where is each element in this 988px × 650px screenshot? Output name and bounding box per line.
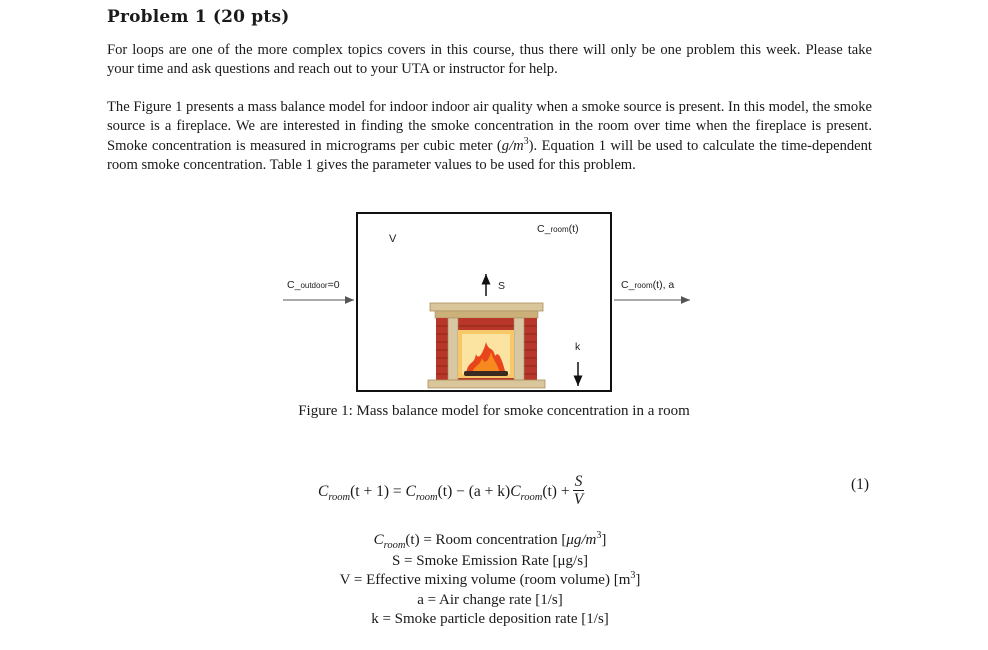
room-concentration-label: C_room(t)	[537, 223, 579, 235]
equation-1	[0, 462, 988, 506]
equation-fraction: $\frac{S}{V}$	[573, 473, 584, 508]
definition-a: a = Air change rate [1/s]	[417, 591, 563, 608]
equation-body: $C_{room}(t + 1) = C_{room}(t) - (a + k)C_{room}(t)$ + $\frac{S}{V}$	[318, 473, 584, 508]
definition-croom: $C_{room}(t)$ = Room concentration $[\mu g/m^3]$	[373, 530, 607, 551]
deposition-label: k	[575, 341, 581, 353]
description-paragraph: The Figure 1 presents a mass balance model for indoor indoor air quality when a smoke source is present. In this model, the smoke source is a fireplace. We are interested in finding the smoke concentration in the room over time when the fireplace is present. Smoke concentration is measured in micrograms per cubic meter $(g/m^3)$. Equation 1 will be used to calculate the time-dependent room smoke concentration. Table 1 gives the parameter values to be used for this problem.	[107, 99, 872, 174]
source-label: S	[498, 280, 506, 292]
outdoor-concentration-label: C_outdoor=0	[287, 279, 340, 291]
volume-label: V	[389, 233, 397, 245]
equation-number: (1)	[851, 476, 870, 493]
intro-paragraph: For loops are one of the more complex topics covers in this course, thus there will only be one problem this week. Please take your time and ask questions and reach out to your UTA or instructor for help.	[107, 42, 872, 78]
outflow-label: C_room(t), a	[621, 279, 675, 291]
definition-s: S = Smoke Emission Rate [μg/s]	[391, 552, 589, 569]
problem-heading: Problem 1 (20 pts)	[107, 7, 290, 27]
definition-k: k = Smoke particle deposition rate [1/s]	[371, 611, 609, 628]
fireplace-icon	[428, 303, 545, 388]
figure-caption: Figure 1: Mass balance model for smoke concentration in a room	[298, 403, 690, 419]
definition-v: V = Effective mixing volume (room volume) $[m^3]$	[339, 570, 641, 589]
variable-definitions	[300, 531, 680, 630]
